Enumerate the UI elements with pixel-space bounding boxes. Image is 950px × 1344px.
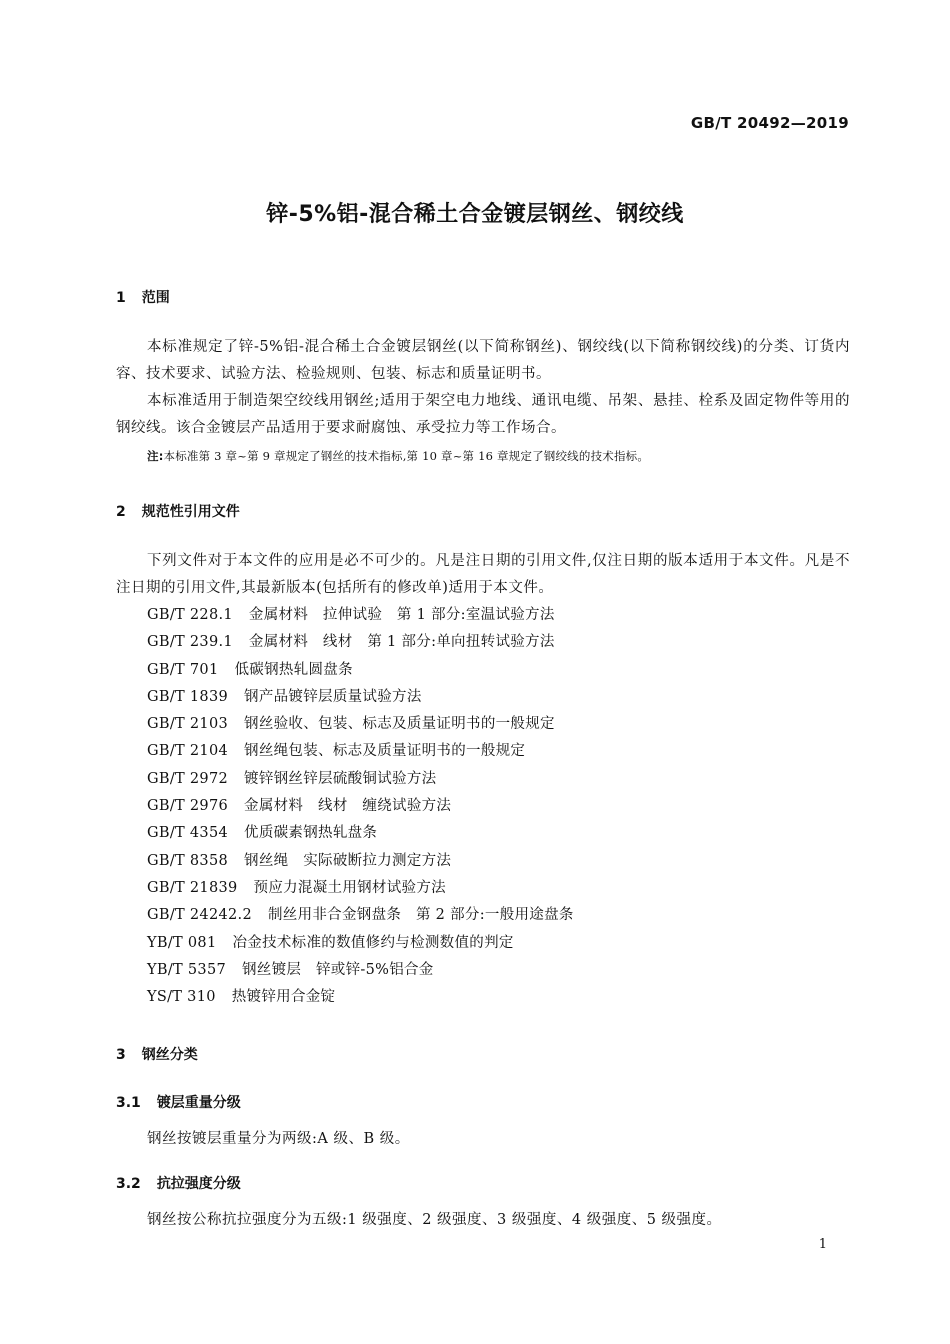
reference-item: YS/T 310 热镀锌用合金锭 [147,989,336,1006]
section-2-title: 规范性引用文件 [141,504,240,520]
section-3-1-heading [116,1092,241,1112]
reference-item: GB/T 24242.2 制丝用非合金钢盘条 第 2 部分:一般用途盘条 [147,907,574,924]
reference-item: GB/T 2104 钢丝绳包装、标志及质量证明书的一般规定 [147,743,526,760]
document-title: 锌-5%铝-混合稀土合金镀层钢丝、钢绞线 [266,202,684,227]
reference-item: GB/T 1839 钢产品镀锌层质量试验方法 [147,688,422,705]
section-3-2-text: 钢丝按公称抗拉强度分为五级:1 级强度、2 级强度、3 级强度、4 级强度、5 级强度。 [147,1212,722,1228]
section-1-number: 1 [116,290,126,306]
reference-item: YB/T 081 冶金技术标准的数值修约与检测数值的判定 [147,934,514,951]
section-3-1-number: 3.1 [116,1095,141,1111]
reference-item: GB/T 701 低碳钢热轧圆盘条 [147,661,353,678]
section-2-heading [116,501,240,521]
section-3-number: 3 [116,1047,126,1063]
reference-item: GB/T 2103 钢丝验收、包装、标志及质量证明书的一般规定 [147,716,555,733]
standard-code: GB/T 20492—2019 [690,114,849,132]
note-label: 注: [147,449,164,463]
page-number: 1 [818,1237,827,1252]
note-text: 本标准第 3 章~第 9 章规定了钢丝的技术指标,第 10 章~第 16 章规定了钢绞线的技术指标。 [163,449,650,463]
section-3-title: 钢丝分类 [141,1047,198,1063]
reference-item: GB/T 4354 优质碳素钢热轧盘条 [147,825,378,842]
reference-item: GB/T 239.1 金属材料 线材 第 1 部分:单向扭转试验方法 [147,634,555,651]
section-1-title: 范围 [141,290,170,306]
section-2-number: 2 [116,504,126,520]
reference-item: GB/T 2976 金属材料 线材 缠绕试验方法 [147,798,452,815]
reference-item: GB/T 2972 镀锌钢丝锌层硫酸铜试验方法 [147,770,437,787]
refs-intro: 下列文件对于本文件的应用是必不可少的。凡是注日期的引用文件,仅注日期的版本适用于本文件。凡是不注日期的引用文件,其最新版本(包括所有的修改单)适用于本文件。 [116,553,850,596]
reference-item: GB/T 8358 钢丝绳 实际破断拉力测定方法 [147,852,452,869]
section-3-2-heading [116,1173,241,1193]
scope-note [147,447,850,465]
scope-paragraph-2: 本标准适用于制造架空绞线用钢丝;适用于架空电力地线、通讯电缆、吊架、悬挂、栓系及固定物件等用的钢绞线。该合金镀层产品适用于要求耐腐蚀、承受拉力等工作场合。 [116,393,850,436]
reference-item: YB/T 5357 钢丝镀层 锌或锌-5%铝合金 [147,961,434,978]
section-3-1-text: 钢丝按镀层重量分为两级:A 级、B 级。 [147,1131,410,1147]
scope-paragraph-1: 本标准规定了锌-5%铝-混合稀土合金镀层钢丝(以下简称钢丝)、钢绞线(以下简称钢绞线)的分类、订货内容、技术要求、试验方法、检验规则、包装、标志和质量证明书。 [116,339,850,382]
reference-item: GB/T 228.1 金属材料 拉伸试验 第 1 部分:室温试验方法 [147,607,555,623]
reference-item: GB/T 21839 预应力混凝土用钢材试验方法 [147,879,446,896]
section-3-1-title: 镀层重量分级 [156,1095,241,1111]
section-3-2-title: 抗拉强度分级 [156,1176,241,1192]
reference-list [147,602,574,1011]
section-3-2-number: 3.2 [116,1176,141,1192]
section-3-heading [116,1044,198,1064]
section-1-heading [116,287,170,307]
